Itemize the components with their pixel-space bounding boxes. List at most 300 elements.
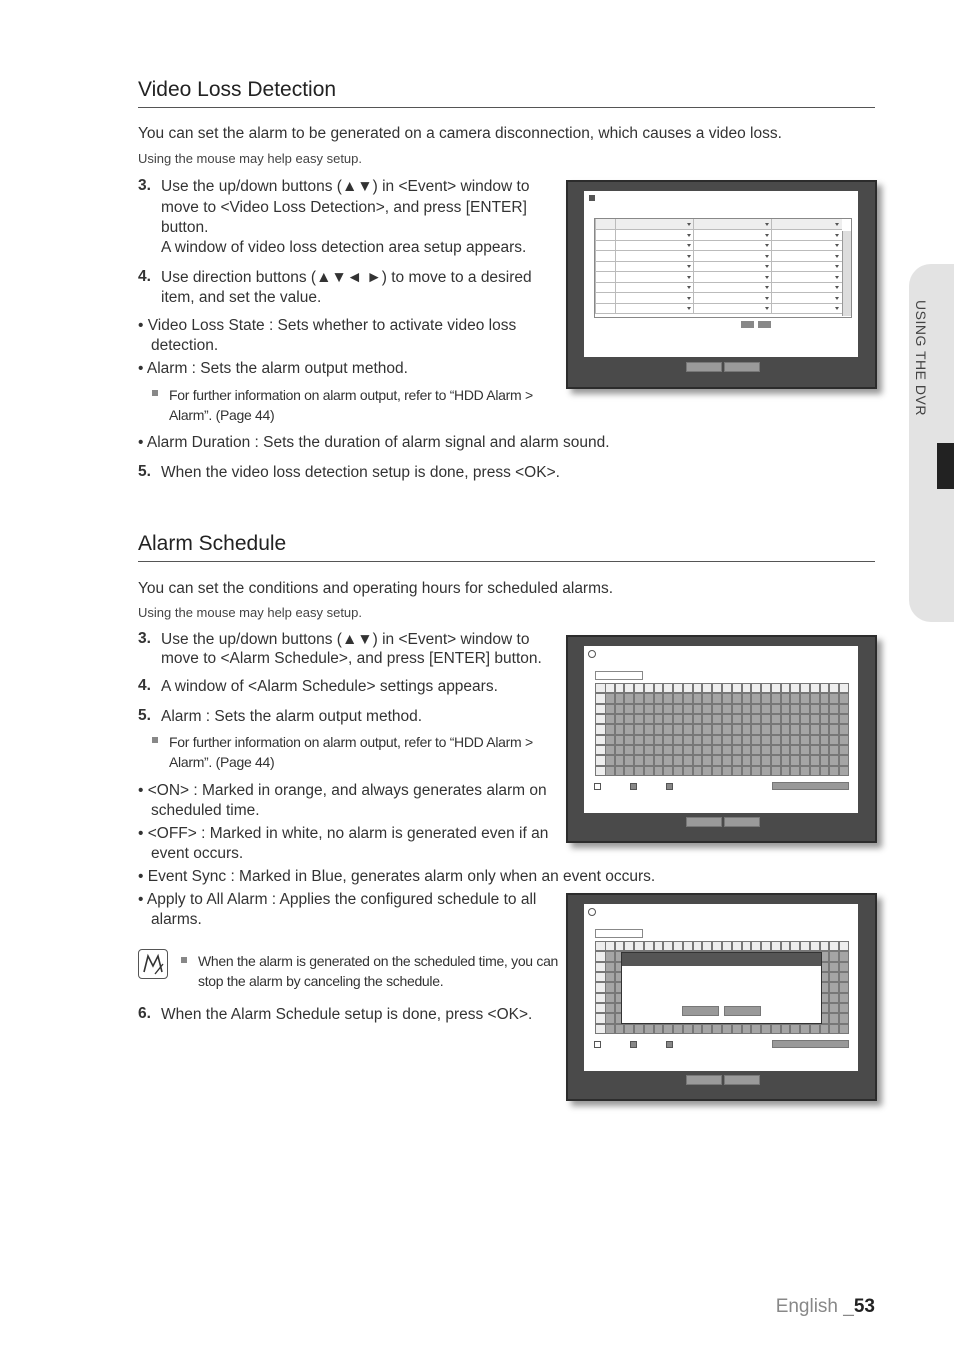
- grid-cell[interactable]: [742, 755, 752, 765]
- grid-cell[interactable]: [615, 1024, 625, 1034]
- grid-cell[interactable]: [712, 735, 722, 745]
- grid-cell[interactable]: [771, 693, 781, 703]
- grid-cell[interactable]: [683, 745, 693, 755]
- grid-cell[interactable]: [702, 1024, 712, 1034]
- grid-cell[interactable]: [810, 1024, 820, 1034]
- grid-cell[interactable]: [712, 704, 722, 714]
- dropdown-arrow-icon[interactable]: [835, 244, 839, 247]
- grid-cell[interactable]: [634, 766, 644, 776]
- grid-cell[interactable]: [712, 766, 722, 776]
- grid-cell[interactable]: [615, 693, 625, 703]
- next-page-button[interactable]: [758, 321, 771, 328]
- grid-cell[interactable]: [634, 724, 644, 734]
- grid-cell[interactable]: [673, 704, 683, 714]
- grid-cell[interactable]: [673, 693, 683, 703]
- grid-cell[interactable]: [751, 766, 761, 776]
- grid-cell[interactable]: [742, 766, 752, 776]
- grid-cell[interactable]: [673, 735, 683, 745]
- grid-cell[interactable]: [810, 735, 820, 745]
- grid-cell[interactable]: [683, 693, 693, 703]
- grid-cell[interactable]: [771, 714, 781, 724]
- grid-cell[interactable]: [605, 766, 615, 776]
- grid-cell[interactable]: [605, 704, 615, 714]
- grid-cell[interactable]: [839, 766, 849, 776]
- grid-cell[interactable]: [605, 972, 615, 982]
- dropdown-arrow-icon[interactable]: [687, 297, 691, 300]
- grid-cell[interactable]: [615, 724, 625, 734]
- grid-cell[interactable]: [771, 1024, 781, 1034]
- grid-cell[interactable]: [634, 1024, 644, 1034]
- dropdown-arrow-icon[interactable]: [687, 234, 691, 237]
- grid-cell[interactable]: [693, 766, 703, 776]
- grid-cell[interactable]: [712, 745, 722, 755]
- dropdown-arrow-icon[interactable]: [687, 276, 691, 279]
- grid-cell[interactable]: [829, 766, 839, 776]
- grid-cell[interactable]: [644, 724, 654, 734]
- grid-cell[interactable]: [702, 735, 712, 745]
- dropdown-arrow-icon[interactable]: [835, 255, 839, 258]
- grid-cell[interactable]: [790, 724, 800, 734]
- dropdown-arrow-icon[interactable]: [835, 234, 839, 237]
- grid-cell[interactable]: [742, 724, 752, 734]
- grid-cell[interactable]: [663, 766, 673, 776]
- grid-cell[interactable]: [712, 714, 722, 724]
- grid-cell[interactable]: [654, 735, 664, 745]
- grid-cell[interactable]: [781, 704, 791, 714]
- grid-cell[interactable]: [663, 745, 673, 755]
- grid-cell[interactable]: [673, 1024, 683, 1034]
- grid-cell[interactable]: [615, 735, 625, 745]
- grid-cell[interactable]: [761, 714, 771, 724]
- grid-cell[interactable]: [693, 735, 703, 745]
- grid-cell[interactable]: [771, 735, 781, 745]
- grid-cell[interactable]: [790, 745, 800, 755]
- grid-cell[interactable]: [654, 714, 664, 724]
- bullet-text: scheduled time.: [151, 802, 260, 819]
- grid-cell[interactable]: [702, 714, 712, 724]
- grid-cell[interactable]: [781, 693, 791, 703]
- apply-all-button[interactable]: [772, 1040, 849, 1048]
- grid-cell[interactable]: [771, 745, 781, 755]
- grid-cell[interactable]: [810, 766, 820, 776]
- grid-cell[interactable]: [663, 724, 673, 734]
- grid-cell[interactable]: [683, 714, 693, 724]
- dropdown-arrow-icon[interactable]: [687, 255, 691, 258]
- grid-cell[interactable]: [624, 766, 634, 776]
- dropdown-arrow-icon[interactable]: [765, 223, 769, 226]
- grid-cell[interactable]: [712, 1024, 722, 1034]
- grid-cell[interactable]: [761, 704, 771, 714]
- grid-cell[interactable]: [839, 755, 849, 765]
- grid-cell[interactable]: [673, 766, 683, 776]
- grid-cell[interactable]: [624, 693, 634, 703]
- schedule-grid[interactable]: [595, 683, 849, 776]
- grid-cell[interactable]: [790, 704, 800, 714]
- grid-cell[interactable]: [820, 1024, 830, 1034]
- grid-cell[interactable]: [654, 724, 664, 734]
- grid-cell[interactable]: [702, 693, 712, 703]
- grid-cell[interactable]: [839, 735, 849, 745]
- grid-cell[interactable]: [810, 704, 820, 714]
- grid-cell[interactable]: [732, 693, 742, 703]
- grid-cell[interactable]: [693, 704, 703, 714]
- prev-page-button[interactable]: [741, 321, 754, 328]
- grid-cell[interactable]: [624, 724, 634, 734]
- grid-cell[interactable]: [839, 724, 849, 734]
- alarm-select[interactable]: [595, 929, 643, 938]
- table-cell: [693, 303, 694, 313]
- grid-cell[interactable]: [712, 755, 722, 765]
- grid-cell[interactable]: [829, 993, 839, 1003]
- grid-cell[interactable]: [644, 693, 654, 703]
- grid-cell[interactable]: [800, 724, 810, 734]
- grid-cell[interactable]: [790, 1024, 800, 1034]
- ok-button[interactable]: [686, 817, 722, 827]
- grid-cell[interactable]: [605, 724, 615, 734]
- grid-cell[interactable]: [810, 714, 820, 724]
- dropdown-arrow-icon[interactable]: [687, 244, 691, 247]
- dropdown-arrow-icon[interactable]: [687, 265, 691, 268]
- grid-cell[interactable]: [634, 714, 644, 724]
- grid-cell[interactable]: [761, 693, 771, 703]
- grid-cell[interactable]: [624, 745, 634, 755]
- grid-cell[interactable]: [702, 704, 712, 714]
- dropdown-arrow-icon[interactable]: [835, 297, 839, 300]
- step-text: item, and set the value.: [161, 289, 322, 306]
- table-row: [595, 219, 842, 230]
- grid-cell[interactable]: [683, 755, 693, 765]
- grid-cell[interactable]: [624, 735, 634, 745]
- grid-cell[interactable]: [839, 714, 849, 724]
- grid-cell[interactable]: [732, 714, 742, 724]
- grid-cell: [771, 683, 781, 693]
- grid-cell[interactable]: [683, 704, 693, 714]
- grid-cell[interactable]: [790, 766, 800, 776]
- ok-button[interactable]: [686, 362, 722, 372]
- grid-cell[interactable]: [751, 714, 761, 724]
- grid-cell[interactable]: [761, 724, 771, 734]
- grid-cell[interactable]: [839, 1003, 849, 1013]
- grid-cell[interactable]: [820, 755, 830, 765]
- grid-cell[interactable]: [605, 1003, 615, 1013]
- grid-cell[interactable]: [683, 766, 693, 776]
- grid-cell[interactable]: [732, 1024, 742, 1034]
- grid-cell[interactable]: [829, 755, 839, 765]
- grid-cell[interactable]: [839, 982, 849, 992]
- grid-cell[interactable]: [663, 693, 673, 703]
- grid-cell[interactable]: [722, 724, 732, 734]
- dropdown-arrow-icon[interactable]: [765, 307, 769, 310]
- grid-cell[interactable]: [820, 766, 830, 776]
- grid-cell[interactable]: [654, 704, 664, 714]
- legend-off-box: [630, 1041, 637, 1048]
- step-number: 4.: [138, 268, 151, 285]
- grid-cell[interactable]: [829, 972, 839, 982]
- grid-cell[interactable]: [790, 735, 800, 745]
- grid-cell[interactable]: [702, 766, 712, 776]
- grid-cell[interactable]: [605, 962, 615, 972]
- grid-cell[interactable]: [722, 693, 732, 703]
- grid-cell[interactable]: [654, 745, 664, 755]
- grid-cell[interactable]: [605, 982, 615, 992]
- grid-cell[interactable]: [790, 755, 800, 765]
- grid-cell[interactable]: [732, 755, 742, 765]
- grid-cell[interactable]: [839, 972, 849, 982]
- legend-on-box: [594, 1041, 601, 1048]
- grid-cell[interactable]: [683, 1024, 693, 1034]
- grid-cell[interactable]: [615, 755, 625, 765]
- grid-cell[interactable]: [605, 755, 615, 765]
- grid-cell[interactable]: [829, 724, 839, 734]
- dropdown-arrow-icon[interactable]: [765, 234, 769, 237]
- grid-cell[interactable]: [605, 993, 615, 1003]
- grid-cell[interactable]: [820, 735, 830, 745]
- grid-cell[interactable]: [839, 745, 849, 755]
- grid-cell[interactable]: [829, 693, 839, 703]
- grid-cell[interactable]: [800, 755, 810, 765]
- grid-cell[interactable]: [693, 693, 703, 703]
- grid-cell[interactable]: [781, 1024, 791, 1034]
- grid-cell[interactable]: [829, 1003, 839, 1013]
- grid-cell[interactable]: [829, 982, 839, 992]
- grid-cell[interactable]: [634, 755, 644, 765]
- grid-cell[interactable]: [615, 745, 625, 755]
- cancel-button[interactable]: [724, 362, 760, 372]
- grid-cell[interactable]: [615, 714, 625, 724]
- dropdown-arrow-icon[interactable]: [835, 307, 839, 310]
- grid-cell[interactable]: [634, 735, 644, 745]
- grid-cell[interactable]: [761, 1024, 771, 1034]
- grid-cell[interactable]: [829, 1013, 839, 1023]
- grid-cell[interactable]: [722, 745, 732, 755]
- popup-ok-button[interactable]: [682, 1006, 719, 1016]
- apply-all-button[interactable]: [772, 782, 849, 790]
- grid-cell[interactable]: [615, 704, 625, 714]
- grid-cell[interactable]: [820, 714, 830, 724]
- grid-cell[interactable]: [722, 1024, 732, 1034]
- grid-cell[interactable]: [663, 1024, 673, 1034]
- grid-cell[interactable]: [800, 745, 810, 755]
- grid-cell[interactable]: [702, 745, 712, 755]
- dropdown-arrow-icon[interactable]: [765, 265, 769, 268]
- grid-cell[interactable]: [732, 735, 742, 745]
- grid-cell[interactable]: [732, 766, 742, 776]
- grid-cell[interactable]: [644, 714, 654, 724]
- dropdown-arrow-icon[interactable]: [687, 286, 691, 289]
- grid-cell[interactable]: [839, 1024, 849, 1034]
- grid-cell[interactable]: [702, 724, 712, 734]
- grid-cell[interactable]: [712, 693, 722, 703]
- dropdown-arrow-icon[interactable]: [687, 307, 691, 310]
- grid-cell[interactable]: [810, 745, 820, 755]
- grid-cell[interactable]: [781, 745, 791, 755]
- grid-cell[interactable]: [673, 755, 683, 765]
- grid-cell[interactable]: [742, 693, 752, 703]
- grid-cell[interactable]: [644, 745, 654, 755]
- grid-cell[interactable]: [751, 1024, 761, 1034]
- grid-cell[interactable]: [702, 755, 712, 765]
- grid-cell[interactable]: [605, 951, 615, 961]
- grid-cell[interactable]: [829, 962, 839, 972]
- grid-cell[interactable]: [839, 704, 849, 714]
- grid-cell[interactable]: [820, 745, 830, 755]
- grid-cell[interactable]: [683, 724, 693, 734]
- scrollbar[interactable]: [842, 231, 851, 316]
- grid-cell[interactable]: [761, 735, 771, 745]
- grid-cell[interactable]: [693, 755, 703, 765]
- grid-cell[interactable]: [829, 745, 839, 755]
- grid-cell[interactable]: [829, 714, 839, 724]
- dropdown-arrow-icon[interactable]: [765, 276, 769, 279]
- grid-cell[interactable]: [605, 693, 615, 703]
- grid-cell[interactable]: [673, 714, 683, 724]
- grid-cell[interactable]: [693, 1024, 703, 1034]
- grid-cell[interactable]: [751, 735, 761, 745]
- grid-cell[interactable]: [634, 693, 644, 703]
- grid-cell[interactable]: [820, 724, 830, 734]
- dropdown-arrow-icon[interactable]: [765, 297, 769, 300]
- grid-cell[interactable]: [693, 745, 703, 755]
- grid-cell[interactable]: [654, 693, 664, 703]
- grid-cell[interactable]: [742, 714, 752, 724]
- grid-cell[interactable]: [771, 755, 781, 765]
- grid-cell[interactable]: [673, 724, 683, 734]
- alarm-select[interactable]: [595, 671, 643, 680]
- grid-cell[interactable]: [644, 1024, 654, 1034]
- grid-cell: [605, 941, 615, 951]
- grid-cell[interactable]: [800, 714, 810, 724]
- grid-cell[interactable]: [634, 745, 644, 755]
- grid-cell[interactable]: [663, 704, 673, 714]
- grid-cell[interactable]: [820, 693, 830, 703]
- grid-cell[interactable]: [781, 755, 791, 765]
- grid-cell[interactable]: [761, 755, 771, 765]
- grid-cell[interactable]: [781, 724, 791, 734]
- grid-cell[interactable]: [839, 693, 849, 703]
- dropdown-arrow-icon[interactable]: [835, 276, 839, 279]
- dropdown-arrow-icon[interactable]: [765, 244, 769, 247]
- grid-cell[interactable]: [839, 951, 849, 961]
- grid-cell[interactable]: [829, 951, 839, 961]
- dropdown-arrow-icon[interactable]: [835, 286, 839, 289]
- grid-cell[interactable]: [800, 766, 810, 776]
- grid-cell[interactable]: [615, 766, 625, 776]
- cancel-button[interactable]: [724, 817, 760, 827]
- grid-cell[interactable]: [644, 735, 654, 745]
- grid-cell[interactable]: [751, 724, 761, 734]
- grid-cell[interactable]: [624, 714, 634, 724]
- table-cell: [693, 261, 694, 271]
- grid-cell[interactable]: [605, 735, 615, 745]
- grid-cell[interactable]: [810, 724, 820, 734]
- grid-cell[interactable]: [654, 755, 664, 765]
- grid-cell[interactable]: [751, 755, 761, 765]
- grid-cell[interactable]: [722, 755, 732, 765]
- grid-cell[interactable]: [790, 714, 800, 724]
- grid-cell[interactable]: [605, 1024, 615, 1034]
- grid-cell[interactable]: [781, 714, 791, 724]
- grid-cell[interactable]: [800, 704, 810, 714]
- grid-cell[interactable]: [624, 1024, 634, 1034]
- grid-cell[interactable]: [771, 724, 781, 734]
- grid-cell[interactable]: [800, 693, 810, 703]
- grid-cell[interactable]: [829, 735, 839, 745]
- grid-cell[interactable]: [644, 766, 654, 776]
- grid-cell[interactable]: [781, 735, 791, 745]
- dropdown-arrow-icon[interactable]: [687, 223, 691, 226]
- cancel-button[interactable]: [724, 1075, 760, 1085]
- grid-cell: [654, 683, 664, 693]
- grid-cell[interactable]: [781, 766, 791, 776]
- grid-cell[interactable]: [624, 704, 634, 714]
- grid-cell[interactable]: [839, 993, 849, 1003]
- grid-cell[interactable]: [790, 693, 800, 703]
- grid-cell[interactable]: [663, 755, 673, 765]
- grid-cell[interactable]: [829, 704, 839, 714]
- grid-cell[interactable]: [693, 724, 703, 734]
- grid-cell[interactable]: [829, 1024, 839, 1034]
- grid-cell[interactable]: [654, 766, 664, 776]
- grid-cell[interactable]: [820, 704, 830, 714]
- grid-cell[interactable]: [722, 735, 732, 745]
- grid-cell[interactable]: [810, 693, 820, 703]
- popup-cancel-button[interactable]: [724, 1006, 761, 1016]
- dropdown-arrow-icon[interactable]: [835, 223, 839, 226]
- grid-cell[interactable]: [722, 766, 732, 776]
- grid-cell[interactable]: [644, 755, 654, 765]
- grid-cell[interactable]: [644, 704, 654, 714]
- dropdown-arrow-icon[interactable]: [765, 255, 769, 258]
- grid-cell[interactable]: [751, 693, 761, 703]
- grid-cell[interactable]: [800, 1024, 810, 1034]
- grid-cell[interactable]: [722, 714, 732, 724]
- grid-cell[interactable]: [663, 714, 673, 724]
- grid-cell[interactable]: [654, 1024, 664, 1034]
- grid-cell[interactable]: [771, 704, 781, 714]
- dropdown-arrow-icon[interactable]: [765, 286, 769, 289]
- grid-cell[interactable]: [732, 724, 742, 734]
- grid-cell[interactable]: [742, 745, 752, 755]
- grid-cell[interactable]: [839, 962, 849, 972]
- grid-cell[interactable]: [742, 1024, 752, 1034]
- ok-button[interactable]: [686, 1075, 722, 1085]
- grid-cell[interactable]: [673, 745, 683, 755]
- grid-cell[interactable]: [800, 735, 810, 745]
- grid-cell[interactable]: [605, 714, 615, 724]
- grid-cell[interactable]: [810, 755, 820, 765]
- grid-cell[interactable]: [771, 766, 781, 776]
- grid-cell[interactable]: [761, 766, 771, 776]
- grid-cell[interactable]: [605, 745, 615, 755]
- grid-cell[interactable]: [839, 1013, 849, 1023]
- grid-cell[interactable]: [693, 714, 703, 724]
- grid-cell[interactable]: [732, 745, 742, 755]
- dropdown-arrow-icon[interactable]: [835, 265, 839, 268]
- grid-cell[interactable]: [634, 704, 644, 714]
- grid-cell[interactable]: [663, 735, 673, 745]
- grid-cell[interactable]: [751, 745, 761, 755]
- grid-cell[interactable]: [742, 735, 752, 745]
- grid-cell[interactable]: [624, 755, 634, 765]
- grid-cell[interactable]: [761, 745, 771, 755]
- grid-cell[interactable]: [732, 704, 742, 714]
- grid-cell[interactable]: [751, 704, 761, 714]
- grid-cell[interactable]: [683, 735, 693, 745]
- grid-cell[interactable]: [605, 1013, 615, 1023]
- grid-cell[interactable]: [742, 704, 752, 714]
- grid-cell[interactable]: [722, 704, 732, 714]
- grid-cell[interactable]: [712, 724, 722, 734]
